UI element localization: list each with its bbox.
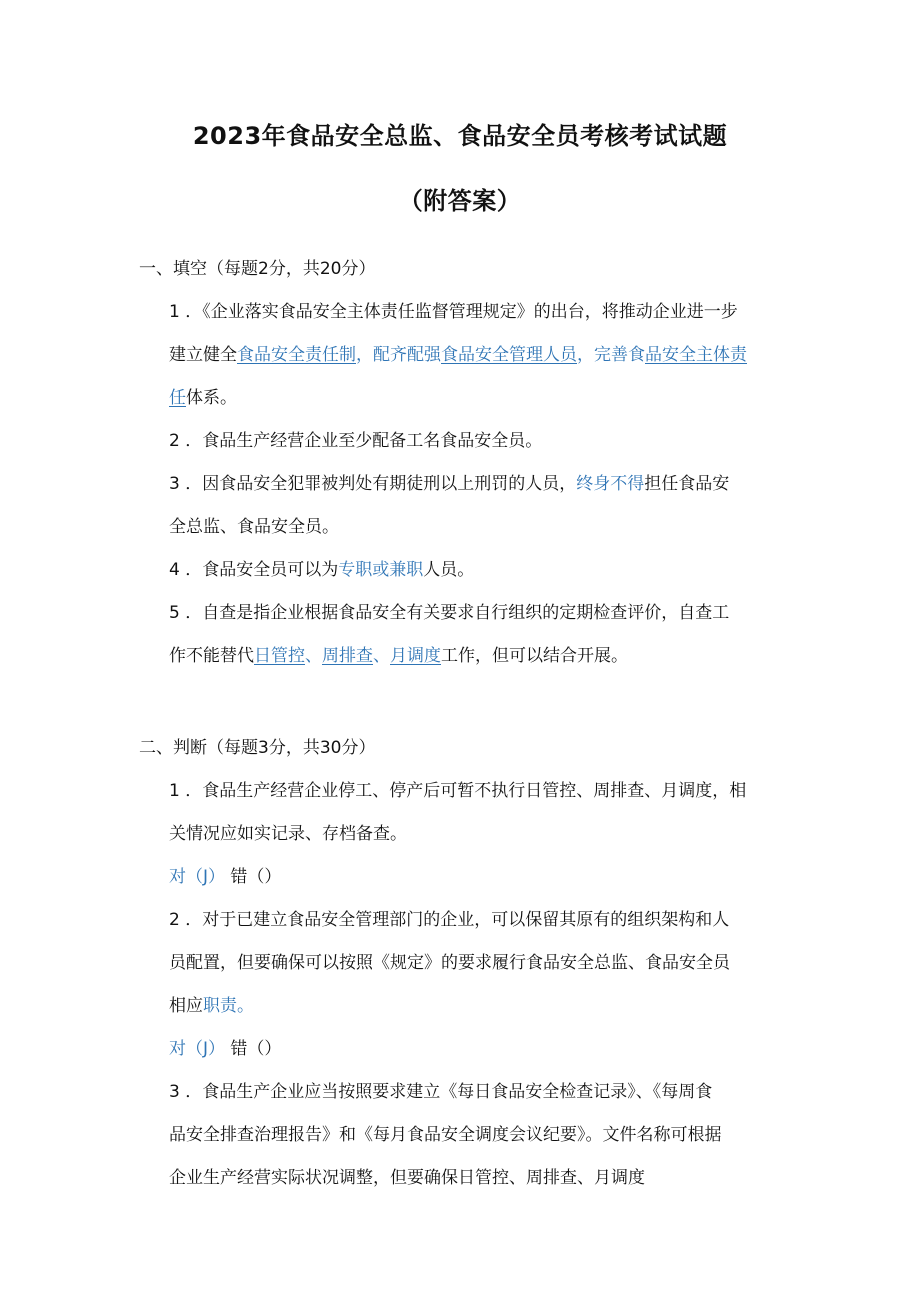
s1-q2-line1: 2 ．食品生产经营企业至少配备工名食品安全员。 [169,431,543,451]
s2-q1-answer [169,862,281,887]
section-heading-true-false: 二、判断（每题3分，共30分） [139,738,376,758]
answer-true-option: 对（J） [169,1039,226,1059]
s1-q5-text: 作不能替代 [169,646,254,666]
s1-q1-line2 [169,340,747,365]
answer-weekly-check: 周排查 [322,646,373,666]
answer-lifetime-ban: 终身不得 [576,474,645,494]
s1-q4-line1 [169,555,474,580]
s2-q2-text: 相应 [169,996,203,1016]
s1-q4-text: 4 ．食品安全员可以为 [169,560,339,580]
answer-main-responsibility: 品安全主体责 [645,345,747,365]
s1-q5-line1: 5 ．自查是指企业根据食品安全有关要求自行组织的定期检查评价，自查工 [169,603,730,623]
s1-q5-text: 、 [305,646,322,666]
answer-food-safety-managers: 食品安全管理人员 [441,345,577,365]
document-subtitle: （附答案） [398,187,522,215]
answer-main-responsibility-cont: 任 [169,388,186,408]
s1-q5-text: 工作，但可以结合开展。 [441,646,628,666]
s1-q4-text: 人员。 [423,560,475,580]
s1-q1-text: ，完善食 [577,345,645,365]
s1-q3-line1 [169,469,729,494]
s1-q1-text: 建立健全 [169,345,237,365]
answer-false-option: 错（） [230,1039,282,1059]
s2-q2-line3 [169,991,254,1016]
answer-true-option: 对（J） [169,867,226,887]
s1-q3-text: 3 ．因食品安全犯罪被判处有期徒刑以上刑罚的人员， [169,474,577,494]
section-heading-fill-blank: 一、填空（每题2分，共20分） [139,259,376,279]
s2-q3-line3: 企业生产经营实际状况调整，但要确保日管控、周排查、月调度 [169,1168,645,1188]
s2-q3-line2: 品安全排查治理报告》和《每月食品安全调度会议纪要》。文件名称可根据 [169,1125,722,1145]
answer-monthly-dispatch: 月调度 [390,646,441,666]
answer-food-safety-responsibility-system: 食品安全责任制 [237,345,356,365]
s2-q2-text-highlight: 职责。 [203,996,254,1016]
s2-q1-line1: 1 ．食品生产经营企业停工、停产后可暂不执行日管控、周排查、月调度，相 [169,781,747,801]
s1-q1-text: 体系。 [186,388,237,408]
s1-q3-line2: 全总监、食品安全员。 [169,517,339,537]
s1-q1-line1: 1 ．《企业落实食品安全主体责任监督管理规定》的出台，将推动企业进一步 [169,302,738,322]
document-title: 2023年食品安全总监、食品安全员考核考试试题 [192,122,728,150]
s2-q2-answer [169,1034,281,1059]
answer-full-or-part-time: 专职或兼职 [338,560,424,580]
s2-q3-line1: 3 ．食品生产企业应当按照要求建立《每日食品安全检查记录》、《每周食 [169,1082,713,1102]
s1-q3-text: 担任食品安 [644,474,730,494]
s1-q5-text: 、 [373,646,390,666]
s1-q1-line3 [169,383,237,408]
answer-false-option: 错（） [230,867,282,887]
s2-q2-line2: 员配置，但要确保可以按照《规定》的要求履行食品安全总监、食品安全员 [169,953,730,973]
s1-q5-line2 [169,641,628,666]
s2-q2-line1: 2 ．对于已建立食品安全管理部门的企业，可以保留其原有的组织架构和人 [169,910,730,930]
s1-q1-text: ，配齐配强 [356,345,441,365]
answer-daily-control: 日管控 [254,646,305,666]
s2-q1-line2: 关情况应如实记录、存档备查。 [169,824,407,844]
